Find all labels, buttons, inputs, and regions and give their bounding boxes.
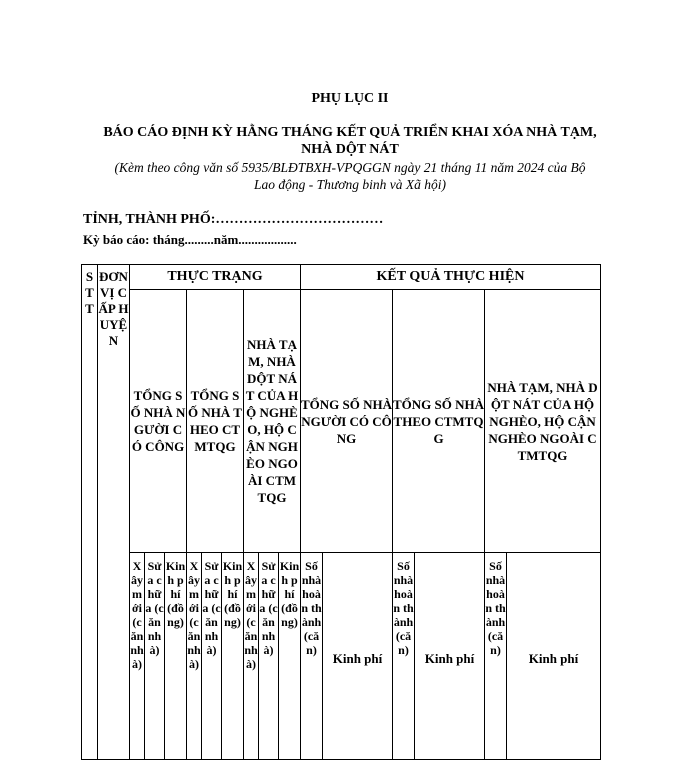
- header-stt: STT: [82, 265, 98, 760]
- header-current-merit-houses: TỔNG SỐ NHÀ NGƯỜI CÓ CÔNG: [130, 290, 187, 553]
- report-title-line-2: NHÀ DỘT NÁT: [301, 142, 399, 157]
- header-result-poor-households: NHÀ TẠM, NHÀ DỘT NÁT CỦA HỘ NGHÈO, HỘ CẬN NGHÈO NGOÀI CTMTQG: [485, 290, 601, 553]
- appendix-label: PHỤ LỤC II: [311, 91, 389, 106]
- sub-header-completed: Số nhà hoàn thành (căn): [393, 553, 415, 760]
- sub-header-new-build: Xây mới (căn nhà): [244, 553, 259, 760]
- sub-header-completed: Số nhà hoàn thành (căn): [301, 553, 323, 760]
- header-current-ctmtqg-houses: TỔNG SỐ NHÀ THEO CTMTQG: [187, 290, 244, 553]
- report-subtitle-line-2: Lao động - Thương binh và Xã hội): [254, 177, 446, 192]
- sub-header-repair: Sửa chữa (căn nhà): [259, 553, 279, 760]
- header-district-unit: ĐƠN VỊ CẤP HUYỆN: [98, 265, 130, 760]
- province-field: TỈNH, THÀNH PHỐ:………………………………: [83, 212, 384, 227]
- header-results: KẾT QUẢ THỰC HIỆN: [301, 265, 601, 290]
- header-current-status: THỰC TRẠNG: [130, 265, 301, 290]
- report-title-line-1: BÁO CÁO ĐỊNH KỲ HẰNG THÁNG KẾT QUẢ TRIỂN KHAI XÓA NHÀ TẠM,: [103, 125, 597, 140]
- sub-header-cost: Kinh phí (đồng): [165, 553, 187, 760]
- sub-header-completed: Số nhà hoàn thành (căn): [485, 553, 507, 760]
- sub-header-cost: Kinh phí (đồng): [279, 553, 301, 760]
- sub-header-new-build: Xây mới (căn nhà): [187, 553, 202, 760]
- sub-header-funding: Kinh phí: [507, 553, 601, 760]
- sub-header-new-build: Xây mới (căn nhà): [130, 553, 145, 760]
- sub-header-repair: Sửa chữa (căn nhà): [202, 553, 222, 760]
- report-table: [81, 264, 601, 760]
- header-current-poor-households: NHÀ TẠM, NHÀ DỘT NÁT CỦA HỘ NGHÈO, HỘ CẬN NGHÈO NGOÀI CTMTQG: [244, 290, 301, 553]
- report-subtitle-line-1: (Kèm theo công văn số 5935/BLĐTBXH-VPQGGN ngày 21 tháng 11 năm 2024 của Bộ: [114, 160, 586, 175]
- sub-header-funding: Kinh phí: [323, 553, 393, 760]
- header-result-ctmtqg-houses: TỔNG SỐ NHÀ THEO CTMTQG: [393, 290, 485, 553]
- header-result-merit-houses: TỔNG SỐ NHÀ NGƯỜI CÓ CÔNG: [301, 290, 393, 553]
- sub-header-cost: Kinh phí (đồng): [222, 553, 244, 760]
- sub-header-funding: Kinh phí: [415, 553, 485, 760]
- report-period-field: Kỳ báo cáo: tháng.........năm..................: [83, 232, 297, 247]
- sub-header-repair: Sửa chữa (căn nhà): [145, 553, 165, 760]
